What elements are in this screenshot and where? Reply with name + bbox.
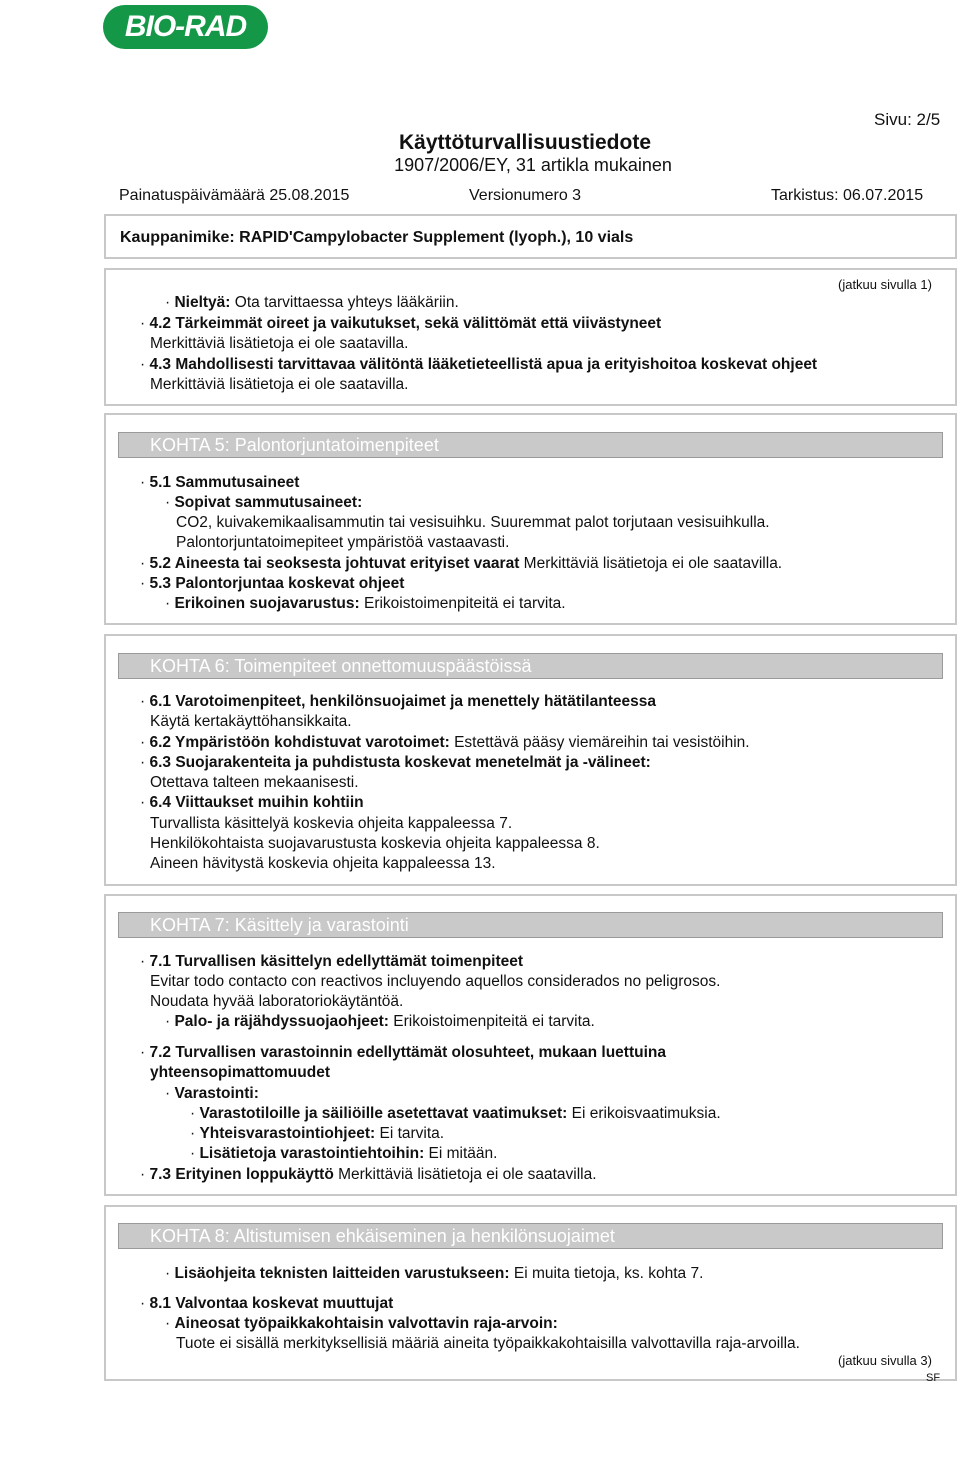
s5-hazards: · 5.2 Aineesta tai seoksesta johtuvat erityiset vaarat Merkittäviä lisätietoja ei ole saatavilla.: [140, 555, 783, 572]
s7-text-7-1b: Noudata hyvää laboratoriokäytäntöä.: [150, 993, 404, 1010]
s5-extinguishing-label: · Sopivat sammutusaineet:: [165, 494, 363, 511]
s7-heading-7-2: · 7.2 Turvallisen varastoinnin edellyttämät olosuhteet, mukaan luettuina: [140, 1044, 666, 1061]
s7-heading-7-2-cont: yhteensopimattomuudet: [150, 1064, 330, 1081]
s6-ref-7: Turvallista käsittelyä koskevia ohjeita kappaleessa 7.: [150, 815, 513, 832]
s7-text-7-1: Evitar todo contacto con reactivos incluyendo aquellos considerados no peligrosos.: [150, 973, 721, 990]
s5-heading-5-1: · 5.1 Sammutusaineet: [140, 474, 300, 491]
logo-text: BIO-RAD: [124, 10, 247, 43]
continued-from-note: (jatkuu sivulla 1): [838, 277, 932, 292]
s6-text-6-3: Otettava talteen mekaanisesti.: [150, 774, 359, 791]
section-7-heading: KOHTA 7: Käsittely ja varastointi: [118, 912, 943, 938]
s4-text-4-3: Merkittäviä lisätietoja ei ole saatavilla.: [150, 376, 409, 393]
s4-text-4-2: Merkittäviä lisätietoja ei ole saatavilla.: [150, 335, 409, 352]
s6-heading-6-1: · 6.1 Varotoimenpiteet, henkilönsuojaimet ja menettely hätätilanteessa: [140, 693, 656, 710]
section-5-heading: KOHTA 5: Palontorjuntatoimenpiteet: [118, 432, 943, 458]
s5-extinguishing-text: CO2, kuivakemikaalisammutin tai vesisuihku. Suuremmat palot torjutaan vesisuihkulla.: [176, 514, 770, 531]
s5-protective-equipment: · Erikoinen suojavarustus: Erikoistoimenpiteitä ei tarvita.: [165, 595, 566, 612]
trade-name-box: [104, 214, 957, 259]
s6-ref-8: Henkilökohtaista suojavarustusta koskevia ohjeita kappaleessa 8.: [150, 835, 600, 852]
section-8-heading: KOHTA 8: Altistumisen ehkäiseminen ja henkilönsuojaimet: [118, 1223, 943, 1249]
s6-heading-6-4: · 6.4 Viittaukset muihin kohtiin: [140, 794, 364, 811]
trade-name: Kauppanimike: RAPID'Campylobacter Supplement (lyoph.), 10 vials: [120, 229, 634, 246]
document-subtitle: 1907/2006/EY, 31 artikla mukainen: [394, 155, 672, 175]
s6-ref-13: Aineen hävitystä koskevia ohjeita kappaleessa 13.: [150, 855, 496, 872]
bio-rad-logo: [103, 5, 268, 49]
s4-heading-4-2: · 4.2 Tärkeimmät oireet ja vaikutukset, sekä välittömät että viivästyneet: [140, 315, 662, 332]
s7-joint-storage: · Yhteisvarastointiohjeet: Ei tarvita.: [190, 1125, 445, 1142]
language-code: SF: [926, 1372, 941, 1384]
s6-environment: · 6.2 Ympäristöön kohdistuvat varotoimet: Estettävä pääsy viemäreihin tai vesistöihin.: [140, 734, 750, 751]
s7-heading-7-1: · 7.1 Turvallisen käsittelyn edellyttämät toimenpiteet: [140, 953, 524, 970]
document-title: Käyttöturvallisuustiedote: [398, 131, 652, 154]
s8-limit-values-label: · Aineosat työpaikkakohtaisin valvottavin raja-arvoin:: [165, 1315, 558, 1332]
s7-storage-label: · Varastointi:: [165, 1085, 259, 1102]
print-date: Painatuspäivämäärä 25.08.2015: [119, 187, 350, 204]
s8-limit-values-text: Tuote ei sisällä merkityksellisiä määriä aineita työpaikkakohtaisilla valvottavilla raja-arvoilla.: [176, 1335, 800, 1352]
s8-heading-8-1: · 8.1 Valvontaa koskevat muuttujat: [140, 1295, 394, 1312]
s6-heading-6-3: · 6.3 Suojarakenteita ja puhdistusta koskevat menetelmät ja -välineet:: [140, 754, 651, 771]
s7-storage-requirements: · Varastotiloille ja säiliöille asetettavat vaatimukset: Ei erikoisvaatimuksia.: [190, 1105, 721, 1122]
s7-fire-protection: · Palo- ja räjähdyssuojaohjeet: Erikoistoimenpiteitä ei tarvita.: [165, 1013, 595, 1030]
revision-date: Tarkistus: 06.07.2015: [771, 187, 924, 204]
version-number: Versionumero 3: [469, 187, 582, 204]
s4-ingestion: · Nieltyä: Ota tarvittaessa yhteys lääkäriin.: [165, 294, 459, 311]
s5-heading-5-3: · 5.3 Palontorjuntaa koskevat ohjeet: [140, 575, 405, 592]
s4-heading-4-3: · 4.3 Mahdollisesti tarvittavaa välitöntä lääketieteellistä apua ja erityishoitoa koskevat ohjeet: [140, 356, 818, 373]
page-number: Sivu: 2/5: [874, 110, 941, 129]
section-6-heading: KOHTA 6: Toimenpiteet onnettomuuspäästöissä: [118, 653, 943, 679]
s8-technical-equipment: · Lisäohjeita teknisten laitteiden varustukseen: Ei muita tietoja, ks. kohta 7.: [165, 1265, 704, 1282]
s6-text-6-1: Käytä kertakäyttöhansikkaita.: [150, 713, 352, 730]
s7-specific-end-use: · 7.3 Erityinen loppukäyttö Merkittäviä lisätietoja ei ole saatavilla.: [140, 1166, 597, 1183]
s5-extinguishing-text-2: Palontorjuntatoimepiteet ympäristöä vastaavasti.: [176, 534, 510, 551]
s7-storage-conditions: · Lisätietoja varastointiehtoihin: Ei mitään.: [190, 1145, 498, 1162]
continued-to-note: (jatkuu sivulla 3): [838, 1353, 932, 1368]
